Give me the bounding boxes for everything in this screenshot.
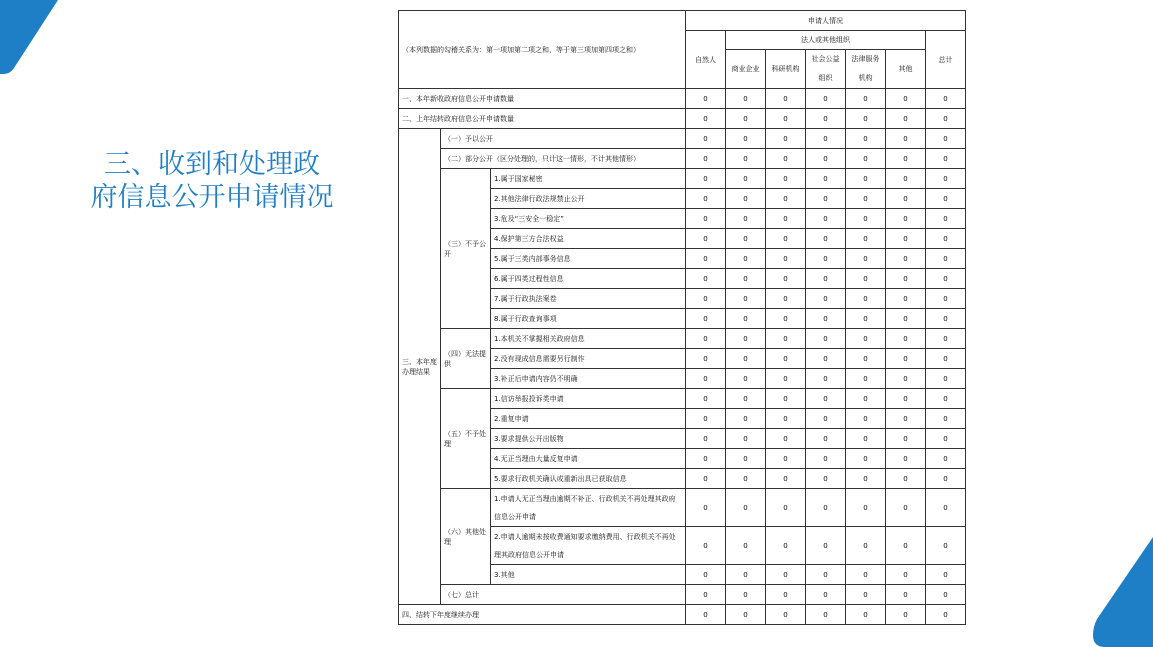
row-label: 3.其他 [491, 565, 686, 585]
value-cell: 0 [806, 269, 846, 289]
value-cell: 0 [686, 429, 726, 449]
value-cell: 0 [926, 585, 966, 605]
corner-decoration-bottom-right [1093, 537, 1153, 647]
value-cell: 0 [846, 229, 886, 249]
value-cell: 0 [726, 585, 766, 605]
value-cell: 0 [686, 565, 726, 585]
section-label: 三、本年度办理结果 [399, 129, 441, 605]
table-row [399, 329, 966, 349]
value-cell: 0 [886, 229, 926, 249]
corner-decoration-top-left [0, 0, 60, 75]
value-cell: 0 [926, 469, 966, 489]
value-cell: 0 [686, 169, 726, 189]
row-label: 1.信访举报投诉类申请 [491, 389, 686, 409]
value-cell: 0 [726, 169, 766, 189]
column-header: 其他 [886, 50, 926, 89]
legal-entity-header: 法人或其他组织 [726, 31, 926, 50]
value-cell: 0 [926, 527, 966, 565]
column-header: 社会公益组织 [806, 50, 846, 89]
value-cell: 0 [726, 189, 766, 209]
group-label: （四）无法提供 [441, 329, 491, 389]
value-cell: 0 [806, 129, 846, 149]
value-cell: 0 [846, 129, 886, 149]
row-label: （二）部分公开（区分处理的，只计这一情形，不计其他情形） [441, 149, 686, 169]
value-cell: 0 [886, 469, 926, 489]
value-cell: 0 [926, 489, 966, 527]
table-row [399, 109, 966, 129]
value-cell: 0 [926, 109, 966, 129]
value-cell: 0 [806, 229, 846, 249]
slide-title [72, 148, 352, 214]
value-cell: 0 [766, 409, 806, 429]
value-cell: 0 [926, 329, 966, 349]
row-label: 3.危及“三安全一稳定” [491, 209, 686, 229]
table-row [399, 489, 966, 527]
value-cell: 0 [926, 409, 966, 429]
row-label: （一）予以公开 [441, 129, 686, 149]
value-cell: 0 [686, 329, 726, 349]
value-cell: 0 [726, 349, 766, 369]
column-header: 商业企业 [726, 50, 766, 89]
value-cell: 0 [846, 489, 886, 527]
applicant-header: 申请人情况 [686, 11, 966, 31]
value-cell: 0 [806, 89, 846, 109]
column-header: 科研机构 [766, 50, 806, 89]
value-cell: 0 [846, 605, 886, 625]
value-cell: 0 [766, 209, 806, 229]
value-cell: 0 [686, 489, 726, 527]
value-cell: 0 [806, 209, 846, 229]
value-cell: 0 [886, 527, 926, 565]
table-row [399, 129, 966, 149]
value-cell: 0 [766, 309, 806, 329]
value-cell: 0 [726, 369, 766, 389]
value-cell: 0 [886, 565, 926, 585]
value-cell: 0 [806, 149, 846, 169]
value-cell: 0 [806, 469, 846, 489]
value-cell: 0 [686, 585, 726, 605]
value-cell: 0 [726, 149, 766, 169]
value-cell: 0 [766, 429, 806, 449]
value-cell: 0 [926, 289, 966, 309]
value-cell: 0 [886, 429, 926, 449]
value-cell: 0 [926, 605, 966, 625]
group-label: （五）不予处理 [441, 389, 491, 489]
value-cell: 0 [726, 449, 766, 469]
row-label: 8.属于行政查询事项 [491, 309, 686, 329]
value-cell: 0 [806, 289, 846, 309]
value-cell: 0 [886, 409, 926, 429]
value-cell: 0 [926, 269, 966, 289]
value-cell: 0 [766, 389, 806, 409]
value-cell: 0 [846, 449, 886, 469]
value-cell: 0 [886, 349, 926, 369]
table-row [399, 605, 966, 625]
value-cell: 0 [806, 109, 846, 129]
value-cell: 0 [686, 449, 726, 469]
value-cell: 0 [926, 149, 966, 169]
value-cell: 0 [846, 329, 886, 349]
table-row [399, 11, 966, 31]
table-row [399, 149, 966, 169]
value-cell: 0 [926, 309, 966, 329]
value-cell: 0 [806, 449, 846, 469]
value-cell: 0 [806, 409, 846, 429]
value-cell: 0 [726, 229, 766, 249]
value-cell: 0 [766, 169, 806, 189]
row-label: 2.没有现成信息需要另行制作 [491, 349, 686, 369]
value-cell: 0 [766, 605, 806, 625]
value-cell: 0 [926, 369, 966, 389]
value-cell: 0 [846, 389, 886, 409]
value-cell: 0 [886, 269, 926, 289]
value-cell: 0 [846, 169, 886, 189]
value-cell: 0 [686, 129, 726, 149]
value-cell: 0 [686, 189, 726, 209]
value-cell: 0 [846, 309, 886, 329]
group-label: （六）其他处理 [441, 489, 491, 585]
value-cell: 0 [766, 289, 806, 309]
value-cell: 0 [686, 349, 726, 369]
value-cell: 0 [726, 249, 766, 269]
value-cell: 0 [926, 189, 966, 209]
value-cell: 0 [846, 149, 886, 169]
value-cell: 0 [926, 229, 966, 249]
table-note: （本列数据的勾稽关系为：第一项加第二项之和，等于第三项加第四项之和） [399, 11, 686, 89]
value-cell: 0 [726, 469, 766, 489]
value-cell: 0 [766, 449, 806, 469]
value-cell: 0 [726, 109, 766, 129]
table-row [399, 389, 966, 409]
row-label: 5.要求行政机关确认或重新出具已获取信息 [491, 469, 686, 489]
value-cell: 0 [686, 109, 726, 129]
value-cell: 0 [766, 469, 806, 489]
value-cell: 0 [766, 527, 806, 565]
value-cell: 0 [846, 409, 886, 429]
value-cell: 0 [726, 309, 766, 329]
row-label: 5.属于三类内部事务信息 [491, 249, 686, 269]
value-cell: 0 [686, 269, 726, 289]
disclosure-table [398, 10, 966, 625]
value-cell: 0 [806, 585, 846, 605]
value-cell: 0 [926, 129, 966, 149]
row-label: 2.申请人逾期未按收费通知要求缴纳费用、行政机关不再处理其政府信息公开申请 [491, 527, 686, 565]
value-cell: 0 [686, 605, 726, 625]
row-label: （七）总计 [441, 585, 686, 605]
value-cell: 0 [886, 329, 926, 349]
value-cell: 0 [886, 449, 926, 469]
value-cell: 0 [846, 89, 886, 109]
value-cell: 0 [806, 329, 846, 349]
value-cell: 0 [726, 429, 766, 449]
value-cell: 0 [846, 429, 886, 449]
value-cell: 0 [686, 469, 726, 489]
row-label: 一、本年新收政府信息公开申请数量 [399, 89, 686, 109]
value-cell: 0 [886, 289, 926, 309]
value-cell: 0 [926, 249, 966, 269]
row-label: 4.无正当理由大量反复申请 [491, 449, 686, 469]
row-label: 2.重复申请 [491, 409, 686, 429]
value-cell: 0 [926, 389, 966, 409]
column-header: 法律服务机构 [846, 50, 886, 89]
row-label: 二、上年结转政府信息公开申请数量 [399, 109, 686, 129]
value-cell: 0 [886, 89, 926, 109]
value-cell: 0 [846, 189, 886, 209]
value-cell: 0 [926, 565, 966, 585]
value-cell: 0 [686, 527, 726, 565]
value-cell: 0 [766, 349, 806, 369]
row-label: 1.本机关不掌握相关政府信息 [491, 329, 686, 349]
value-cell: 0 [806, 169, 846, 189]
disclosure-table-container [398, 10, 965, 625]
value-cell: 0 [686, 289, 726, 309]
value-cell: 0 [806, 189, 846, 209]
value-cell: 0 [846, 369, 886, 389]
value-cell: 0 [886, 249, 926, 269]
column-header: 自然人 [686, 31, 726, 89]
value-cell: 0 [766, 229, 806, 249]
value-cell: 0 [806, 489, 846, 527]
value-cell: 0 [766, 269, 806, 289]
column-header: 总计 [926, 31, 966, 89]
value-cell: 0 [926, 429, 966, 449]
value-cell: 0 [926, 89, 966, 109]
value-cell: 0 [886, 209, 926, 229]
value-cell: 0 [766, 189, 806, 209]
value-cell: 0 [766, 489, 806, 527]
value-cell: 0 [686, 369, 726, 389]
value-cell: 0 [726, 209, 766, 229]
value-cell: 0 [886, 389, 926, 409]
row-label: 2.其他法律行政法规禁止公开 [491, 189, 686, 209]
value-cell: 0 [806, 527, 846, 565]
value-cell: 0 [806, 565, 846, 585]
table-row [399, 169, 966, 189]
value-cell: 0 [766, 329, 806, 349]
value-cell: 0 [726, 329, 766, 349]
value-cell: 0 [806, 429, 846, 449]
value-cell: 0 [886, 489, 926, 527]
value-cell: 0 [886, 109, 926, 129]
row-label: 7.属于行政执法案卷 [491, 289, 686, 309]
row-label: 1.申请人无正当理由逾期不补正、行政机关不再处理其政府信息公开申请 [491, 489, 686, 527]
table-row [399, 585, 966, 605]
value-cell: 0 [726, 605, 766, 625]
value-cell: 0 [686, 389, 726, 409]
value-cell: 0 [806, 369, 846, 389]
table-row [399, 89, 966, 109]
value-cell: 0 [886, 369, 926, 389]
value-cell: 0 [926, 349, 966, 369]
value-cell: 0 [726, 565, 766, 585]
slide-title-line-1: 三、收到和处理政 [104, 149, 320, 180]
value-cell: 0 [726, 389, 766, 409]
value-cell: 0 [686, 89, 726, 109]
value-cell: 0 [806, 605, 846, 625]
value-cell: 0 [846, 269, 886, 289]
value-cell: 0 [686, 249, 726, 269]
value-cell: 0 [726, 89, 766, 109]
value-cell: 0 [926, 169, 966, 189]
value-cell: 0 [846, 249, 886, 269]
value-cell: 0 [846, 565, 886, 585]
row-label: 4.保护第三方合法权益 [491, 229, 686, 249]
value-cell: 0 [846, 349, 886, 369]
value-cell: 0 [766, 129, 806, 149]
value-cell: 0 [686, 309, 726, 329]
value-cell: 0 [806, 249, 846, 269]
value-cell: 0 [726, 269, 766, 289]
value-cell: 0 [846, 289, 886, 309]
value-cell: 0 [886, 189, 926, 209]
value-cell: 0 [806, 349, 846, 369]
value-cell: 0 [846, 585, 886, 605]
group-label: （三）不予公开 [441, 169, 491, 329]
value-cell: 0 [726, 409, 766, 429]
value-cell: 0 [766, 585, 806, 605]
value-cell: 0 [886, 149, 926, 169]
row-label: 1.属于国家秘密 [491, 169, 686, 189]
value-cell: 0 [686, 409, 726, 429]
row-label: 6.属于四类过程性信息 [491, 269, 686, 289]
value-cell: 0 [766, 249, 806, 269]
value-cell: 0 [886, 309, 926, 329]
value-cell: 0 [926, 449, 966, 469]
value-cell: 0 [726, 129, 766, 149]
row-label: 3.补正后申请内容仍不明确 [491, 369, 686, 389]
value-cell: 0 [886, 585, 926, 605]
row-label: 3.要求提供公开出版物 [491, 429, 686, 449]
value-cell: 0 [766, 89, 806, 109]
value-cell: 0 [686, 149, 726, 169]
value-cell: 0 [686, 229, 726, 249]
value-cell: 0 [846, 469, 886, 489]
value-cell: 0 [846, 527, 886, 565]
value-cell: 0 [766, 369, 806, 389]
value-cell: 0 [886, 169, 926, 189]
value-cell: 0 [726, 289, 766, 309]
value-cell: 0 [686, 209, 726, 229]
value-cell: 0 [726, 527, 766, 565]
value-cell: 0 [766, 149, 806, 169]
value-cell: 0 [926, 209, 966, 229]
value-cell: 0 [806, 389, 846, 409]
value-cell: 0 [886, 129, 926, 149]
row-label: 四、结转下年度继续办理 [399, 605, 686, 625]
value-cell: 0 [846, 209, 886, 229]
value-cell: 0 [806, 309, 846, 329]
value-cell: 0 [726, 489, 766, 527]
value-cell: 0 [766, 565, 806, 585]
value-cell: 0 [886, 605, 926, 625]
value-cell: 0 [846, 109, 886, 129]
slide-title-line-2: 府信息公开申请情况 [90, 182, 334, 213]
value-cell: 0 [766, 109, 806, 129]
